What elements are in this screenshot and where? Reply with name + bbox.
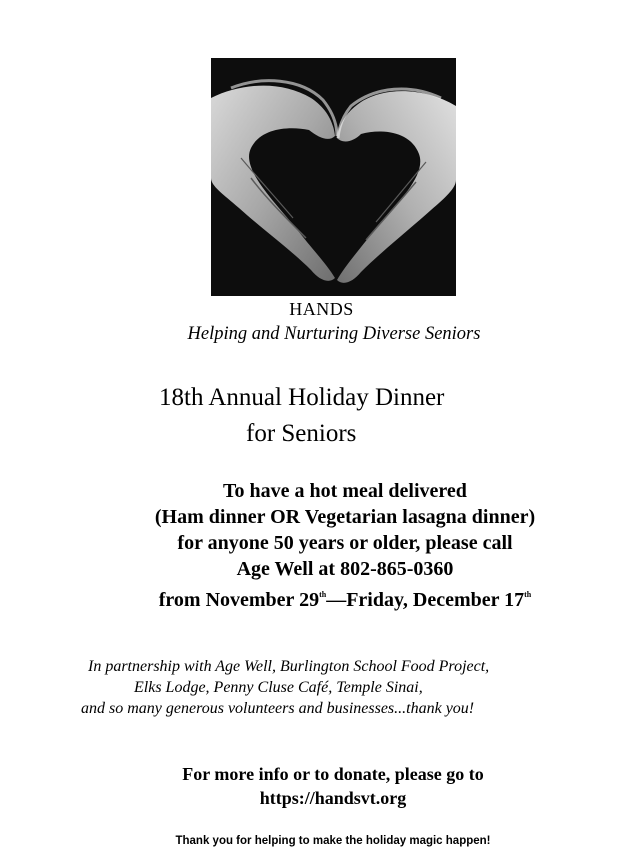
thank-you-footer: Thank you for helping to make the holiday magic happen! <box>175 835 491 847</box>
delivery-line-2: (Ham dinner OR Vegetarian lasagna dinner) <box>154 506 536 528</box>
dates-start: from November 29 <box>158 589 320 611</box>
delivery-info <box>0 478 643 613</box>
heart-hands-icon <box>211 58 456 296</box>
org-tagline: Helping and Nurturing Diverse Seniors <box>187 324 481 344</box>
delivery-dates <box>0 582 643 613</box>
delivery-line-4: Age Well at 802-865-0360 <box>236 558 454 580</box>
event-title-line-2: for Seniors <box>246 420 357 447</box>
dates-end-suffix: th <box>524 590 532 599</box>
website-link[interactable]: https://handsvt.org <box>259 788 407 808</box>
dates-start-suffix: th <box>319 590 327 599</box>
delivery-line-3: for anyone 50 years or older, please call <box>177 532 513 554</box>
info-line: For more info or to donate, please go to <box>182 764 484 784</box>
info-block <box>0 762 643 810</box>
event-title-line-1: 18th Annual Holiday Dinner <box>159 384 445 411</box>
heart-hands-image <box>211 58 456 296</box>
org-name: HANDS <box>289 299 354 319</box>
delivery-line-1: To have a hot meal delivered <box>223 480 467 502</box>
partners-line-2: Elks Lodge, Penny Cluse Café, Temple Sinai, <box>134 679 423 696</box>
partners-line-1: In partnership with Age Well, Burlington School Food Project, <box>88 658 490 675</box>
dates-end: —Friday, December 17 <box>326 589 525 611</box>
partners-line-3: and so many generous volunteers and businesses...thank you! <box>81 700 475 717</box>
